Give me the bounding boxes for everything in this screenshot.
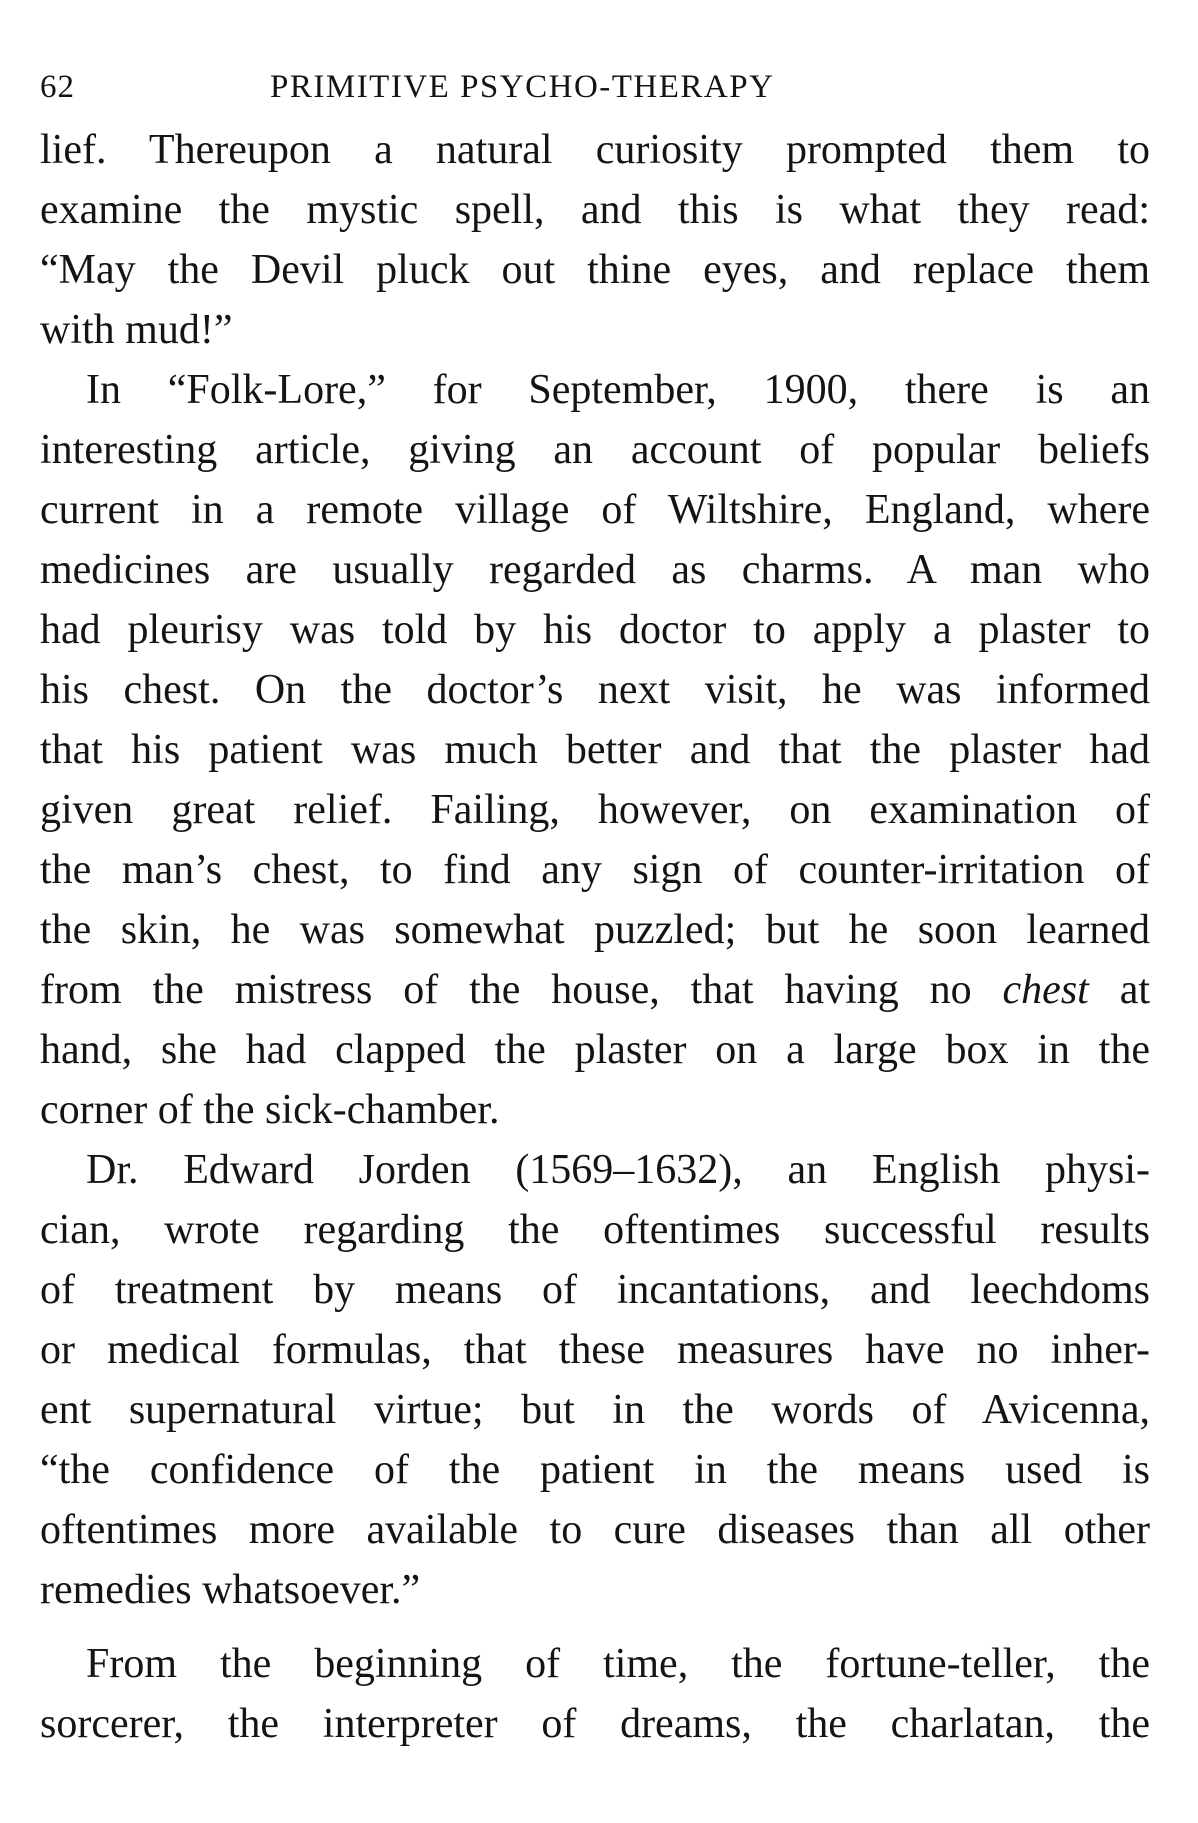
italic-word: chest (1002, 967, 1089, 1013)
paragraph-2 (40, 360, 1150, 1140)
text-line: the skin, he was somewhat puzzled; but he soon learned (40, 907, 1150, 953)
text-run: at (1119, 967, 1151, 1013)
text-run: from the mistress of the house, that having no (40, 967, 972, 1013)
text-line: Dr. Edward Jorden (1569–1632), an English physi- (86, 1147, 1150, 1193)
text-line: “May the Devil pluck out thine eyes, and replace them (40, 247, 1150, 293)
text-line: medicines are usually regarded as charms. A man who (40, 547, 1150, 593)
text-line: lief. Thereupon a natural curiosity prompted them to (40, 127, 1150, 173)
paragraph-1 (40, 120, 1150, 360)
text-line: In “Folk-Lore,” for September, 1900, there is an (86, 367, 1150, 413)
text-line: or medical formulas, that these measures have no inher- (40, 1327, 1150, 1373)
text-line: with mud!” (40, 307, 233, 353)
text-line: current in a remote village of Wiltshire, England, where (40, 487, 1150, 533)
text-line: corner of the sick-chamber. (40, 1087, 500, 1133)
text-line: “the confidence of the patient in the means used is (40, 1447, 1150, 1493)
paragraph-spacing (40, 1620, 1150, 1634)
text-line: examine the mystic spell, and this is what they read: (40, 187, 1150, 233)
text-line-with-italic (40, 960, 1150, 1020)
text-line: From the beginning of time, the fortune-teller, the (86, 1641, 1150, 1687)
text-line: oftentimes more available to cure diseases than all other (40, 1507, 1150, 1553)
text-line: sorcerer, the interpreter of dreams, the charlatan, the (40, 1701, 1150, 1747)
running-head (40, 62, 1150, 112)
text-line: his chest. On the doctor’s next visit, he was informed (40, 667, 1150, 713)
text-line: had pleurisy was told by his doctor to apply a plaster to (40, 607, 1150, 653)
text-line: that his patient was much better and that the plaster had (40, 727, 1150, 773)
page-number: 62 (40, 69, 75, 105)
text-line: of treatment by means of incantations, and leechdoms (40, 1267, 1150, 1313)
text-line: the man’s chest, to find any sign of counter-irritation of (40, 847, 1150, 893)
paragraph-3 (40, 1140, 1150, 1620)
paragraph-4 (40, 1634, 1150, 1754)
text-line: cian, wrote regarding the oftentimes successful results (40, 1207, 1150, 1253)
text-line: remedies whatsoever.” (40, 1567, 421, 1613)
text-line: ent supernatural virtue; but in the words of Avicenna, (40, 1387, 1150, 1433)
text-line: given great relief. Failing, however, on examination of (40, 787, 1150, 833)
body-text (40, 120, 1150, 1754)
text-line: hand, she had clapped the plaster on a large box in the (40, 1027, 1150, 1073)
running-title: PRIMITIVE PSYCHO-THERAPY (270, 69, 775, 105)
text-line: interesting article, giving an account of popular beliefs (40, 427, 1150, 473)
